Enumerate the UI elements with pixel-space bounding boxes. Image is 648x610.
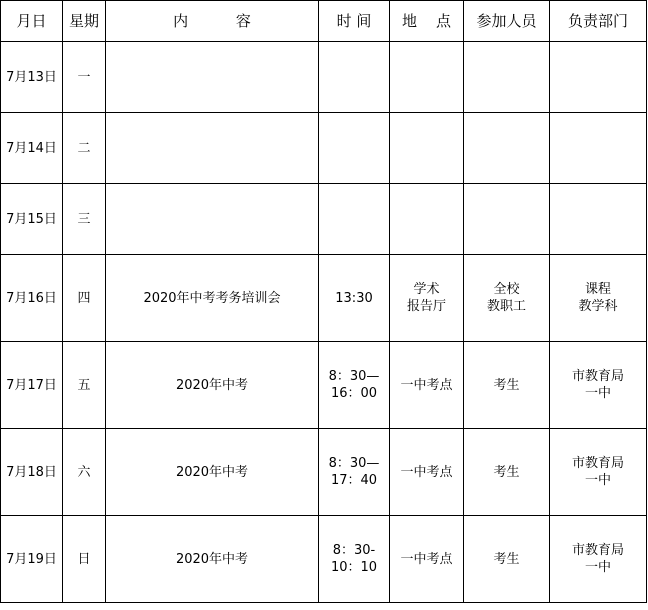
cell-place: 一中考点 (390, 342, 464, 429)
cell-time: 8：30— 16：00 (319, 342, 390, 429)
cell-content: 2020年中考 (106, 342, 319, 429)
cell-weekday: 六 (63, 429, 106, 516)
header-time: 时 间 (319, 1, 390, 42)
table-row (1, 113, 647, 184)
table-row (1, 42, 647, 113)
table-row (1, 429, 647, 516)
header-department: 负责部门 (550, 1, 647, 42)
cell-content (106, 113, 319, 184)
cell-participants: 考生 (464, 429, 550, 516)
cell-weekday: 二 (63, 113, 106, 184)
cell-department: 市教育局 一中 (550, 516, 647, 603)
cell-department (550, 184, 647, 255)
cell-date: 7月13日 (1, 42, 63, 113)
table-row (1, 184, 647, 255)
cell-place (390, 184, 464, 255)
cell-participants: 考生 (464, 516, 550, 603)
cell-date: 7月16日 (1, 255, 63, 342)
cell-place: 一中考点 (390, 516, 464, 603)
cell-time (319, 113, 390, 184)
cell-place (390, 113, 464, 184)
table-row (1, 516, 647, 603)
cell-content (106, 184, 319, 255)
cell-weekday: 四 (63, 255, 106, 342)
cell-time (319, 184, 390, 255)
cell-time: 13:30 (319, 255, 390, 342)
cell-participants (464, 42, 550, 113)
cell-content (106, 42, 319, 113)
cell-weekday: 日 (63, 516, 106, 603)
cell-date: 7月14日 (1, 113, 63, 184)
cell-department: 市教育局 一中 (550, 429, 647, 516)
cell-content: 2020年中考考务培训会 (106, 255, 319, 342)
header-place: 地 点 (390, 1, 464, 42)
header-content: 内 容 (106, 1, 319, 42)
cell-participants: 考生 (464, 342, 550, 429)
cell-weekday: 三 (63, 184, 106, 255)
cell-weekday: 五 (63, 342, 106, 429)
cell-time (319, 42, 390, 113)
cell-content: 2020年中考 (106, 516, 319, 603)
cell-place: 一中考点 (390, 429, 464, 516)
header-row (1, 1, 647, 42)
cell-participants: 全校 教职工 (464, 255, 550, 342)
header-weekday: 星期 (63, 1, 106, 42)
cell-department: 课程 教学科 (550, 255, 647, 342)
cell-content: 2020年中考 (106, 429, 319, 516)
cell-place (390, 42, 464, 113)
header-participants: 参加人员 (464, 1, 550, 42)
cell-department (550, 42, 647, 113)
table-row (1, 255, 647, 342)
cell-department (550, 113, 647, 184)
cell-participants (464, 113, 550, 184)
table-row (1, 342, 647, 429)
cell-weekday: 一 (63, 42, 106, 113)
cell-place: 学术 报告厅 (390, 255, 464, 342)
cell-time: 8：30- 10：10 (319, 516, 390, 603)
header-date: 月日 (1, 1, 63, 42)
cell-date: 7月15日 (1, 184, 63, 255)
cell-date: 7月17日 (1, 342, 63, 429)
cell-date: 7月18日 (1, 429, 63, 516)
cell-date: 7月19日 (1, 516, 63, 603)
cell-time: 8：30— 17：40 (319, 429, 390, 516)
cell-participants (464, 184, 550, 255)
cell-department: 市教育局 一中 (550, 342, 647, 429)
